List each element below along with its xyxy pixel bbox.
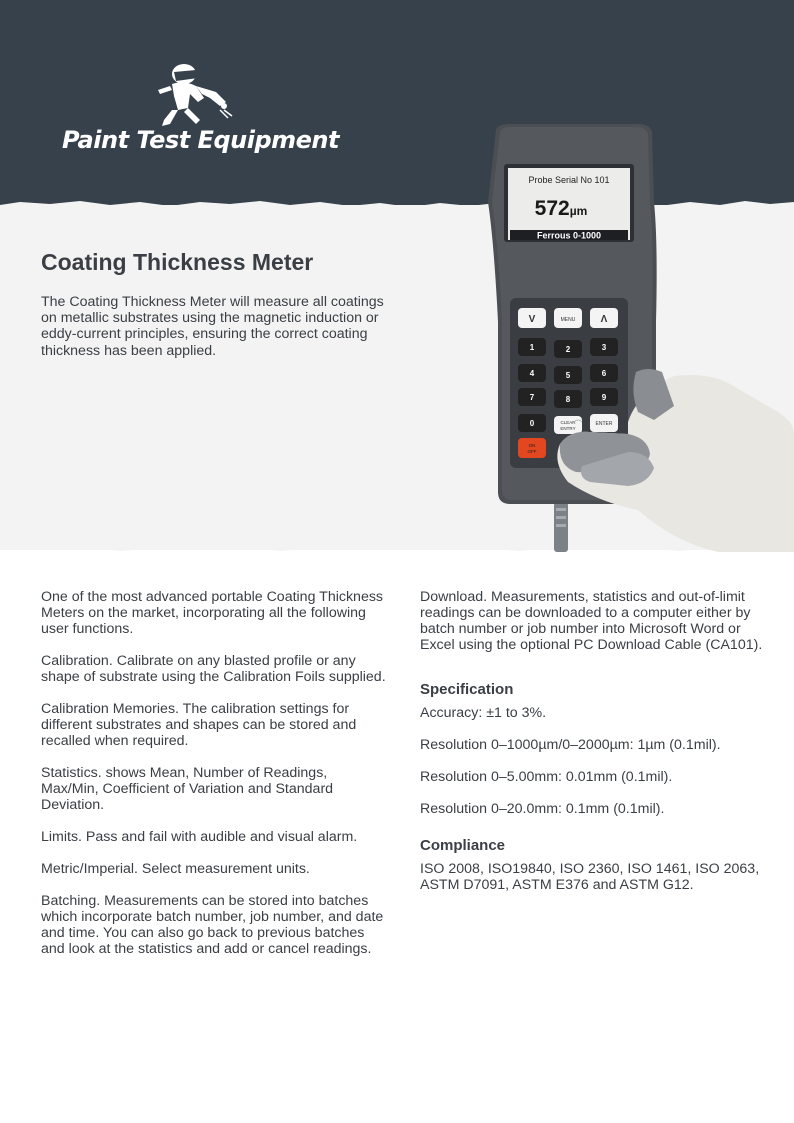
key-6: 6	[601, 369, 607, 378]
svg-text:OFF: OFF	[527, 449, 537, 454]
on-off-key: ON	[528, 443, 536, 448]
key-2: 2	[565, 345, 571, 354]
product-title: Coating Thickness Meter	[41, 249, 314, 275]
menu-key: MENU	[560, 317, 576, 323]
feature-statistics: Statistics. shows Mean, Number of Readings, Max/Min, Coefficient of Variation and Standard Deviation.	[41, 765, 334, 813]
reading-value: 572µm	[534, 197, 588, 220]
blast-operator-icon	[154, 62, 234, 132]
down-key: V	[528, 314, 536, 325]
feature-calibration-memories: Calibration Memories. The calibration settings for different substrates and shapes can be stored and recalled when required.	[41, 701, 357, 749]
compliance-heading: Compliance	[420, 837, 506, 854]
spec-resolution-20mm: Resolution 0–20.0mm: 0.1mm (0.1mil).	[420, 801, 665, 817]
feature-metric-imperial: Metric/Imperial. Select measurement units.	[41, 861, 310, 877]
up-key: Λ	[600, 314, 608, 325]
brand-name: Paint Test Equipment	[62, 126, 339, 154]
feature-limits: Limits. Pass and fail with audible and visual alarm.	[41, 829, 358, 845]
compliance-text: ISO 2008, ISO19840, ISO 2360, ISO 1461, ISO 2063, ASTM D7091, ASTM E376 and ASTM G12.	[420, 861, 760, 893]
spec-resolution-5mm: Resolution 0–5.00mm: 0.01mm (0.1mil).	[420, 769, 673, 785]
key-1: 1	[529, 343, 535, 352]
key-0: 0	[529, 419, 535, 428]
specification-heading: Specification	[420, 681, 514, 698]
spec-resolution-1000: Resolution 0–1000µm/0–2000µm: 1µm (0.1mil).	[420, 737, 721, 753]
spec-accuracy: Accuracy: ±1 to 3%.	[420, 705, 547, 721]
key-4: 4	[529, 369, 535, 378]
key-9: 9	[601, 393, 607, 402]
key-3: 3	[601, 343, 607, 352]
features-column-right	[420, 589, 765, 909]
product-intro: The Coating Thickness Meter will measure all coatings on metallic substrates using the magnetic induction or eddy-current principles, ensuring the correct coating thickness has been applied.	[41, 294, 384, 359]
clear-entry-key: CLEAR	[560, 420, 576, 425]
features-column-left	[41, 589, 386, 973]
features-intro: One of the most advanced portable Coating Thickness Meters on the market, incorporating all the following user functions.	[41, 589, 384, 637]
key-5: 5	[565, 371, 571, 380]
svg-text:ENTRY: ENTRY	[560, 426, 576, 431]
feature-calibration: Calibration. Calibrate on any blasted profile or any shape of substrate using the Calibration Foils supplied.	[41, 653, 386, 685]
feature-download: Download. Measurements, statistics and out-of-limit readings can be downloaded to a computer either by batch number or job number into Microsoft Word or Excel using the optional PC Download Cable (CA101).	[420, 589, 763, 653]
enter-key: ENTER	[595, 421, 613, 427]
coating-thickness-meter-illustration	[478, 122, 794, 552]
feature-batching: Batching. Measurements can be stored into batches which incorporate batch number, job number, and date and time. You can also go back to previous batches and look at the statistics and add or cancel readings.	[41, 893, 384, 957]
screen-status: Ferrous 0-1000	[536, 230, 602, 241]
key-7: 7	[529, 393, 535, 402]
brand-logo	[62, 62, 339, 162]
key-8: 8	[565, 395, 571, 404]
screen-line1: Probe Serial No 101	[528, 175, 610, 185]
